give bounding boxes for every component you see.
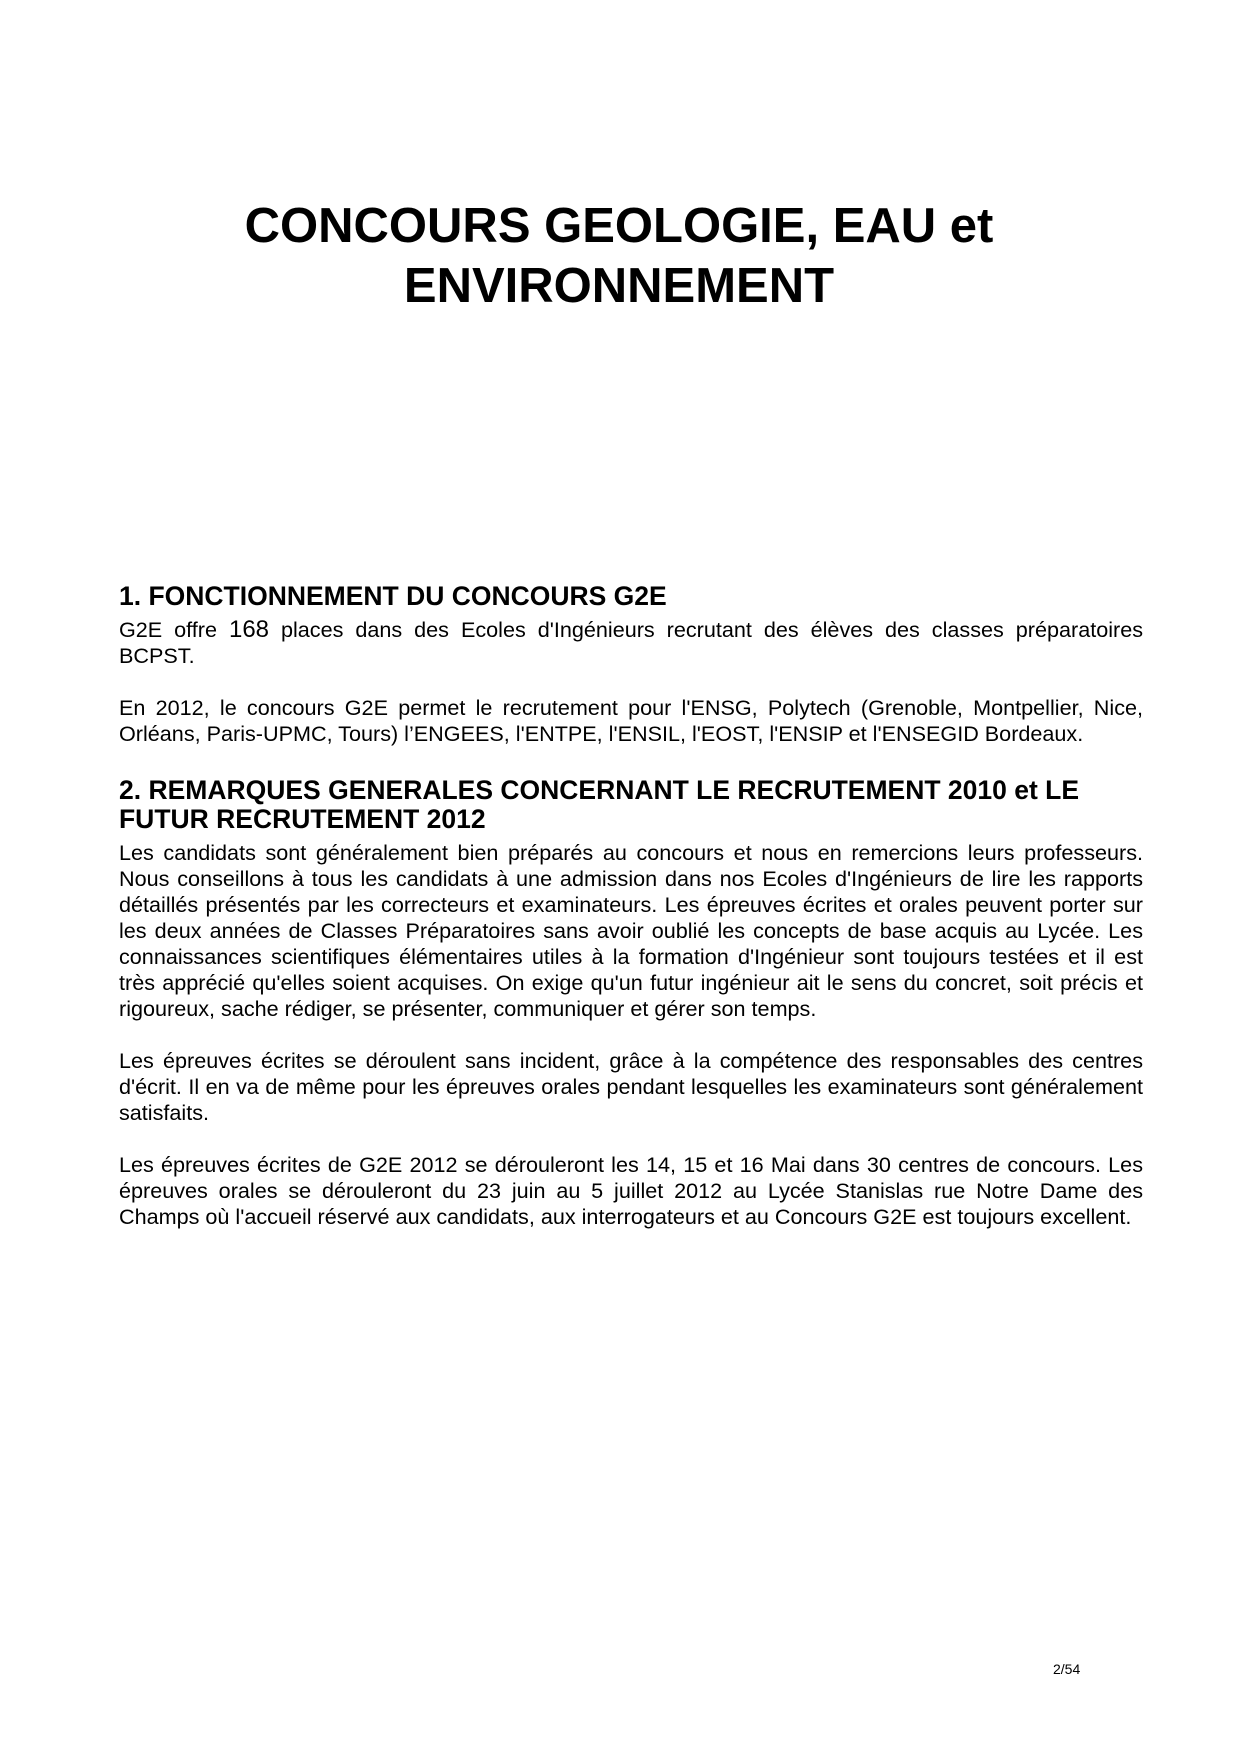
section-1-heading: 1. FONCTIONNEMENT DU CONCOURS G2E: [119, 581, 667, 611]
section-2-paragraph-1: Les candidats sont généralement bien préparés au concours et nous en remercions leurs professeurs. Nous conseillons à tous les candidats à une admission dans nos Ecoles d'Ingénieurs de lire les rapports détaillés présentés par les correcteurs et examinateurs. Les épreuves écrites et orales peuvent porter sur les deux années de Classes Préparatoires sans avoir oublié les concepts de base acquis au Lycée. Les connaissances scientifiques élémentaires utiles à la formation d'Ingénieur sont toujours testées et il est très apprécié qu'elles soient acquises. On exige qu'un futur ingénieur ait le sens du concret, soit précis et rigoureux, sache rédiger, se présenter, communiquer et gérer son temps.: [119, 840, 1143, 1021]
section-2-paragraph-2: Les épreuves écrites se déroulent sans incident, grâce à la compétence des responsables des centres d'écrit. Il en va de même pour les épreuves orales pendant lesquelles les examinateurs sont généralement satisfaits.: [119, 1048, 1143, 1125]
title-line-2: ENVIRONNEMENT: [403, 259, 835, 313]
section-1-paragraph-1-end: places dans des Ecoles d'Ingénieurs recrutant des élèves des classes préparatoires BCPST.: [119, 617, 1144, 668]
document-body: [119, 582, 1143, 1230]
places-count: 168: [228, 616, 270, 643]
section-2-heading: 2. REMARQUES GENERALES CONCERNANT LE RECRUTEMENT 2010 et LE FUTUR RECRUTEMENT 2012: [119, 775, 1080, 834]
page-title: [118, 196, 1120, 316]
section-1-paragraph-1-start: G2E offre: [119, 617, 229, 642]
section-1-paragraph-1: [119, 617, 1143, 669]
page-number: 2/54: [1053, 1661, 1081, 1677]
section-2-paragraph-3: Les épreuves écrites de G2E 2012 se dérouleront les 14, 15 et 16 Mai dans 30 centres de concours. Les épreuves orales se dérouleront du 23 juin au 5 juillet 2012 au Lycée Stanislas rue Notre Dame des Champs où l'accueil réservé aux candidats, aux interrogateurs et au Concours G2E est toujours excellent.: [119, 1152, 1143, 1229]
title-line-1: CONCOURS GEOLOGIE, EAU et: [244, 199, 994, 253]
section-1-paragraph-2: En 2012, le concours G2E permet le recrutement pour l'ENSG, Polytech (Grenoble, Montpellier, Nice, Orléans, Paris-UPMC, Tours) l’ENGEES, l'ENTPE, l'ENSIL, l'EOST, l'ENSIP et l'ENSEGID Bordeaux.: [119, 695, 1143, 746]
